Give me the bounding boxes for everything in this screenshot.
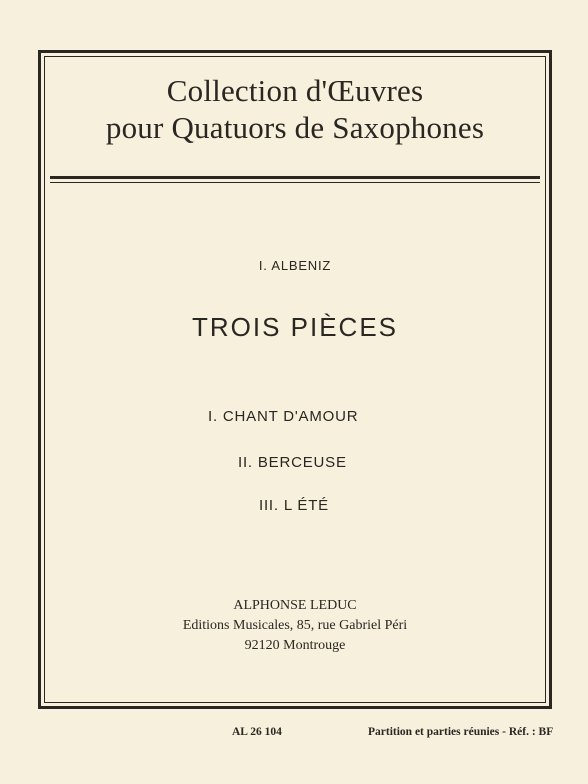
piece-3: III. L ÉTÉ bbox=[259, 497, 329, 514]
edition-description: Partition et parties réunies - Réf. : BF bbox=[368, 726, 554, 738]
publisher-block bbox=[44, 596, 546, 656]
publisher-address: Editions Musicales, 85, rue Gabriel Péri bbox=[182, 618, 408, 633]
collection-title-line-1: Collection d'Œuvres bbox=[166, 73, 424, 108]
publisher-city: 92120 Montrouge bbox=[244, 638, 346, 653]
collection-title-line-2: pour Quatuors de Saxophones bbox=[105, 110, 485, 146]
piece-2: II. BERCEUSE bbox=[238, 454, 347, 471]
publisher-name: ALPHONSE LEDUC bbox=[233, 598, 357, 613]
header-divider-thin bbox=[50, 182, 540, 183]
header-divider-thick bbox=[50, 176, 540, 179]
catalog-number: AL 26 104 bbox=[232, 726, 282, 738]
composer-name: I. ALBENIZ bbox=[258, 258, 332, 273]
piece-1: I. CHANT D'AMOUR bbox=[208, 408, 359, 425]
collection-heading bbox=[44, 72, 546, 146]
work-title: TROIS PIÈCES bbox=[191, 312, 399, 342]
